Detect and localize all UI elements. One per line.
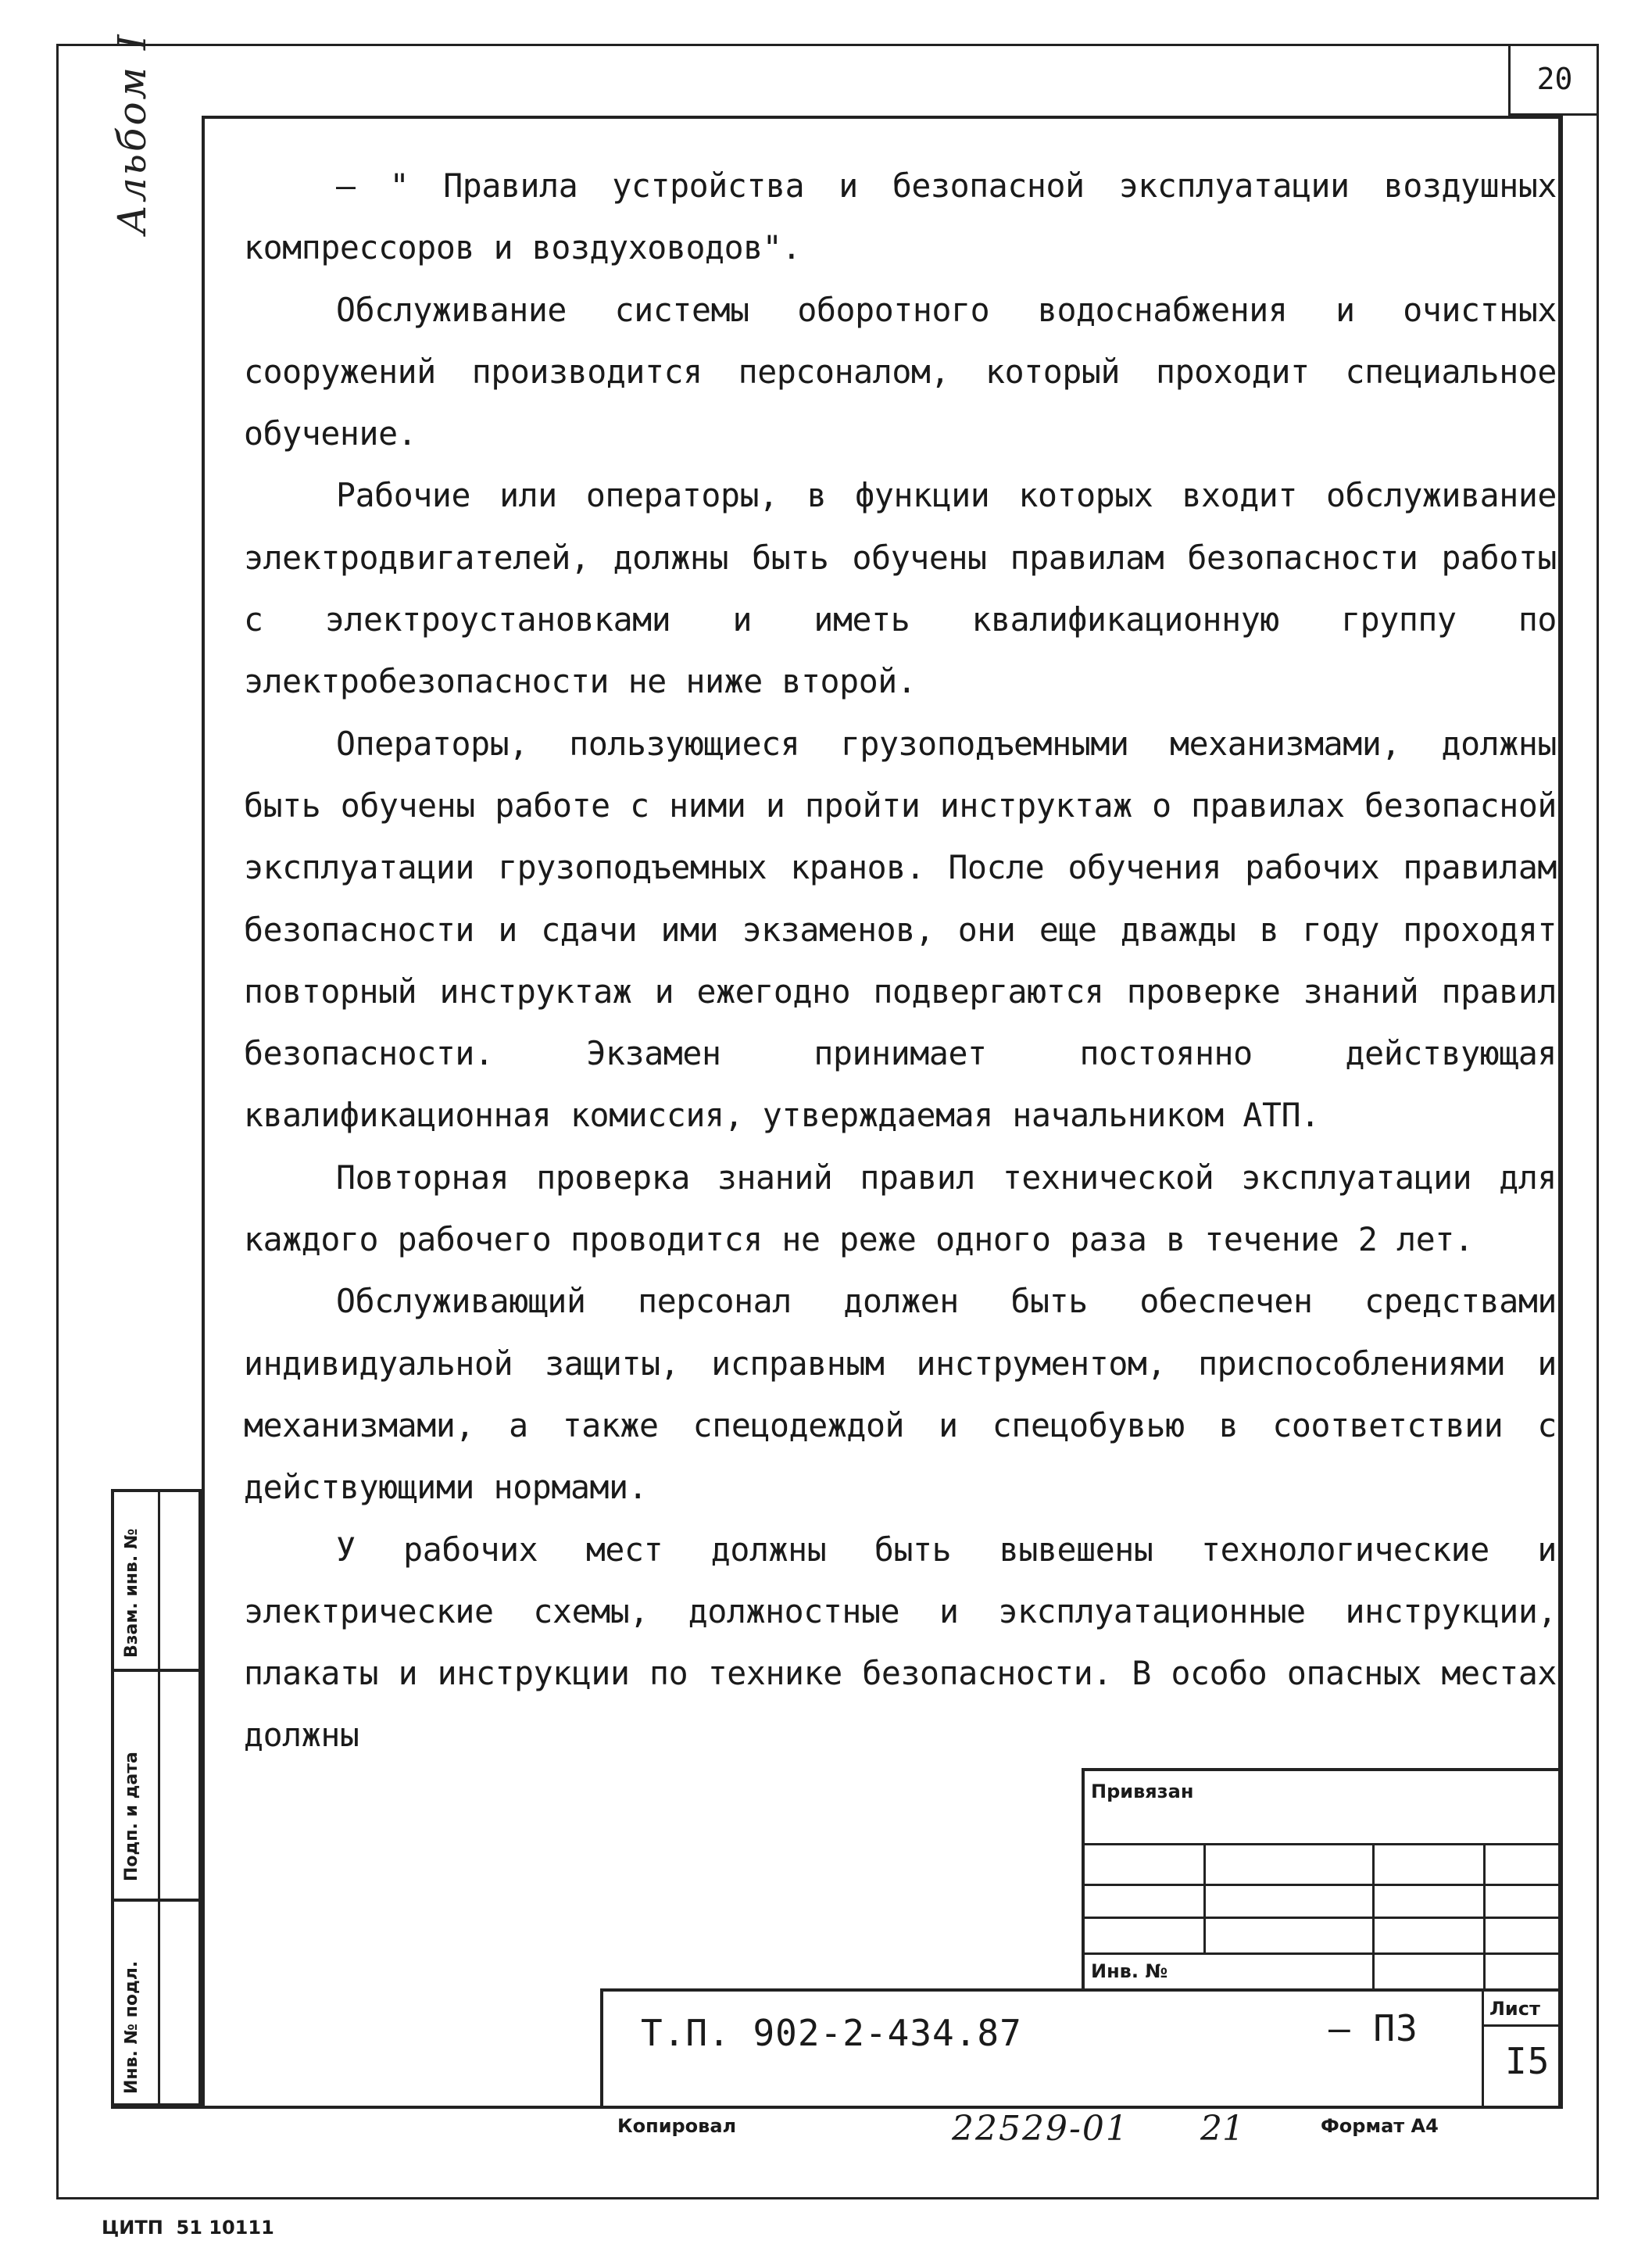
order-number: 22529-01	[952, 2109, 1129, 2149]
inv-podl-label: Инв. № подл.	[122, 1960, 141, 2094]
paragraph: Обслуживание системы оборотного водоснабжения и очистных сооружений производится персоналом, который проходит специальное обучение.	[244, 290, 1557, 453]
album-label: Альбом I	[109, 32, 155, 234]
copy-number: 21	[1200, 2109, 1244, 2149]
paragraph: У рабочих мест должны быть вывешены технологические и электрические схемы, должностные и эксплуатационные инструкции, плакаты и инструкции по технике безопасности. В особо опасных местах должны	[244, 1530, 1557, 1755]
sheet-number: I5	[1505, 2040, 1550, 2082]
document-section: – ПЗ	[1328, 2007, 1418, 2049]
paragraph: – " Правила устройства и безопасной эксплуатации воздушных компрессоров и воздуховодов".	[244, 166, 1557, 267]
document-code: Т.П. 902-2-434.87	[641, 2012, 1022, 2054]
paragraph: Операторы, пользующиеся грузоподъемными механизмами, должны быть обучены работе с ними и пройти инструктаж о правилах безопасной эксплуатации грузоподъемных кранов. После обучения рабочих правилам безопасности и сдачи ими экзаменов, они еще дважды в году проходят повторный инструктаж и ежегодно подвергаются проверке знаний правил безопасности. Экзамен принимает постоянно действующая квалификационная комиссия, утверждаемая начальником АТП.	[244, 724, 1557, 1135]
podp-data-label: Подп. и дата	[122, 1752, 141, 1881]
format-label: Формат А4	[1321, 2115, 1439, 2137]
inv-no-label: Инв. №	[1091, 1960, 1168, 1982]
vzam-inv-label: Взам. инв. №	[122, 1528, 141, 1658]
paragraph: Обслуживающий персонал должен быть обеспечен средствами индивидуальной защиты, исправным инструментом, приспособлениями и механизмами, а также спецодеждой и спецобувью в соответствии с действующими нормами.	[244, 1282, 1557, 1507]
publisher-stamp: ЦИТП 51 10111	[102, 2217, 274, 2239]
paragraph: Рабочие или операторы, в функции которых входит обслуживание электродвигателей, должны быть обучены правилам безопасности работы с электроустановками и иметь квалификационную группу по электробезопасности не ниже второй.	[244, 476, 1557, 701]
privyazan-label: Привязан	[1091, 1781, 1194, 1802]
body-text	[244, 155, 1557, 1766]
page-number: 20	[1508, 44, 1599, 116]
kopiroval-label: Копировал	[617, 2115, 737, 2137]
sheet-label: Лист	[1489, 1998, 1540, 2020]
right-strip	[1561, 116, 1599, 2109]
left-stamp-columns	[111, 1489, 202, 2106]
paragraph: Повторная проверка знаний правил технической эксплуатации для каждого рабочего проводится не реже одного раза в течение 2 лет.	[244, 1158, 1557, 1259]
